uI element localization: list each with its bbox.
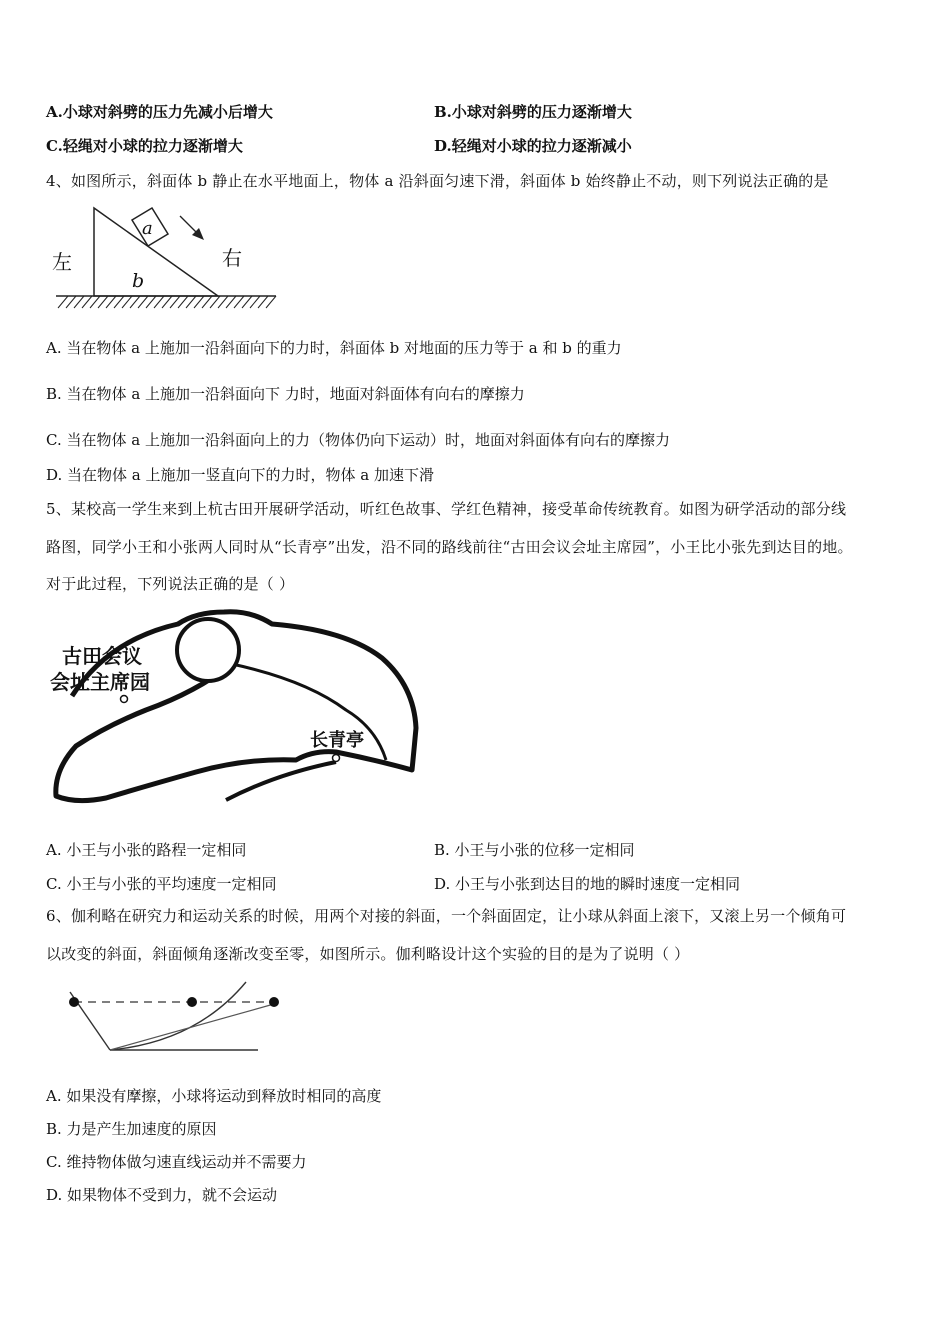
q5-route-map (46, 600, 426, 810)
q6-option-b: B. 力是产生加速度的原因 (46, 1120, 217, 1138)
q6-option-a: A. 如果没有摩擦，小球将运动到释放时相同的高度 (46, 1087, 382, 1105)
q5-stem-line1: 5、某校高一学生来到上杭古田开展研学活动，听红色故事、学红色精神，接受革命传统教育。如图为研学活动的部分线 (46, 500, 847, 518)
q5-stem-line2: 路图，同学小王和小张两人同时从“长青亭”出发，沿不同的路线前往“古田会议会址主席园”，小王比小张先到达目的地。 (46, 538, 853, 556)
q6-stem-line2: 以改变的斜面，斜面倾角逐渐改变至零，如图所示。伽利略设计这个实验的目的是为了说明（ ） (46, 945, 690, 963)
q5-map-start: 长青亭 (310, 730, 364, 751)
q3-option-d: D.轻绳对小球的拉力逐渐减小 (434, 137, 632, 155)
q4-option-c: C. 当在物体 a 上施加一沿斜面向上的力（物体仍向下运动）时，地面对斜面体有向右的摩擦力 (46, 431, 670, 449)
q4-right-label: 右 (222, 246, 242, 270)
q5-option-d: D. 小王与小张到达目的地的瞬时速度一定相同 (434, 875, 741, 893)
q3-option-a: A.小球对斜劈的压力先减小后增大 (46, 103, 273, 121)
q4-stem: 4、如图所示，斜面体 b 静止在水平地面上，物体 a 沿斜面匀速下滑，斜面体 b 始终静止不动，则下列说法正确的是 (46, 172, 829, 190)
q6-galileo-figure (56, 982, 296, 1062)
q4-option-a: A. 当在物体 a 上施加一沿斜面向下的力时，斜面体 b 对地面的压力等于 a 和 b 的重力 (46, 339, 622, 357)
q4-left-label: 左 (52, 250, 72, 274)
q3-option-b: B.小球对斜劈的压力逐渐增大 (434, 103, 632, 121)
q4-incline-figure (46, 198, 286, 318)
q4-option-d: D. 当在物体 a 上施加一竖直向下的力时，物体 a 加速下滑 (46, 466, 434, 484)
q6-stem-line1: 6、伽利略在研究力和运动关系的时候，用两个对接的斜面，一个斜面固定，让小球从斜面上滚下，又滚上另一个倾角可 (46, 907, 847, 925)
q5-option-a: A. 小王与小张的路程一定相同 (46, 841, 247, 859)
q4-option-b: B. 当在物体 a 上施加一沿斜面向下 力时，地面对斜面体有向右的摩擦力 (46, 385, 525, 403)
q5-map-dest-line1: 古田会议 (62, 644, 142, 668)
q5-stem-line3: 对于此过程，下列说法正确的是（ ） (46, 575, 295, 593)
q6-option-d: D. 如果物体不受到力，就不会运动 (46, 1186, 278, 1204)
q6-option-c: C. 维持物体做匀速直线运动并不需要力 (46, 1153, 307, 1171)
q5-map-dest-line2: 会址主席园 (50, 670, 150, 694)
q4-block-label: a (142, 218, 153, 239)
q3-option-c: C.轻绳对小球的拉力逐渐增大 (46, 137, 243, 155)
q5-option-c: C. 小王与小张的平均速度一定相同 (46, 875, 277, 893)
q4-wedge-label: b (132, 270, 145, 292)
q5-option-b: B. 小王与小张的位移一定相同 (434, 841, 635, 859)
